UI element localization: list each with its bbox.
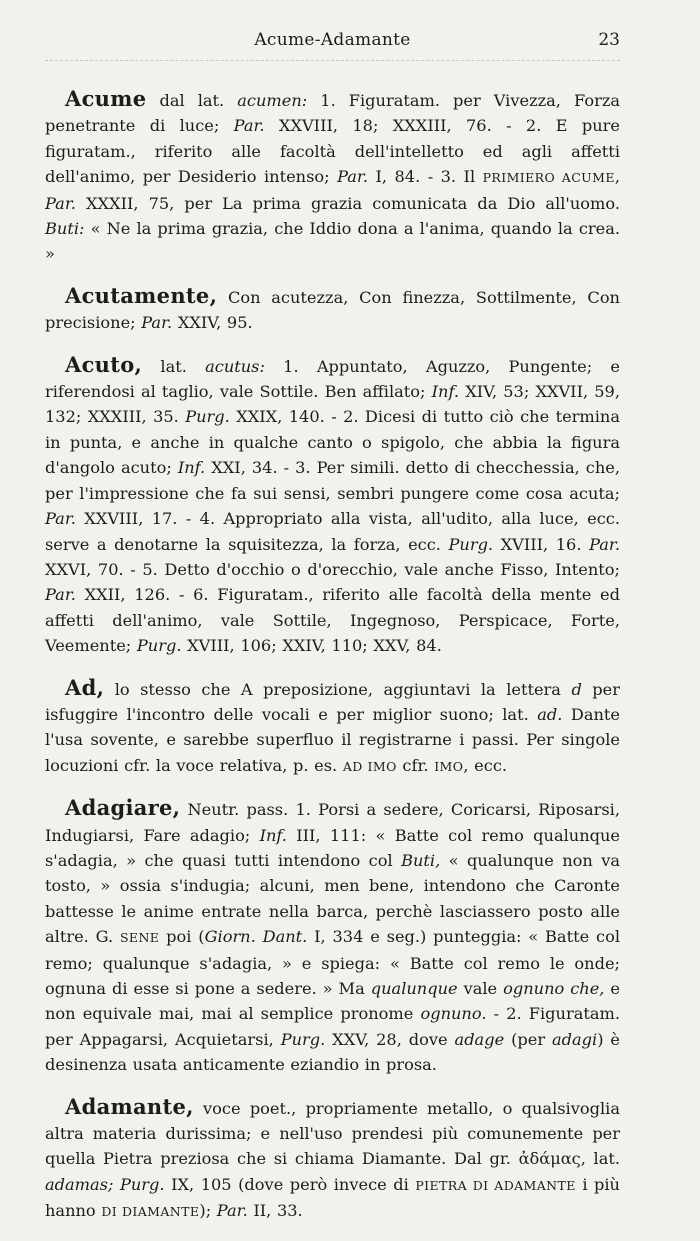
entry-text: 1. Appuntato, Aguzzo, Pungente; e riferendosi al taglio, vale Sottile. Ben affilato;	[45, 356, 620, 402]
italic-text: Inf.	[431, 382, 460, 402]
entry-text: vale	[457, 979, 504, 998]
entry-text: XXVIII, 17. - 4. Appropriato alla vista, all'udito, alla luce, ecc. serve a denotarne la squisitezza, la forza, ecc.	[45, 509, 620, 554]
dictionary-entry	[45, 1094, 620, 1225]
italic-text: Par.	[45, 193, 76, 213]
entry-text: I, 334 e seg.) punteggia: « Batte col remo; qualunque s'adagia, » e spiega: « Batte col remo le onde; ognuna di esse si pone a sedere. » Ma	[45, 927, 620, 998]
entry-text: dal lat.	[146, 91, 238, 110]
entry-text: XVIII, 106; XXIV, 110; XXV, 84.	[181, 636, 442, 656]
entry-headword: Adamante,	[65, 1093, 194, 1119]
italic-text: Inf.	[177, 458, 206, 478]
italic-text: Giorn. Dant.	[204, 927, 308, 947]
entry-text: cfr.	[396, 755, 435, 775]
entries-list	[45, 86, 620, 1225]
italic-text: Par.	[45, 509, 76, 529]
italic-text: Buti:	[45, 219, 85, 239]
italic-text: ad.	[537, 704, 563, 724]
small-caps-text: AD IMO	[342, 758, 397, 774]
italic-text: Buti,	[401, 850, 441, 870]
dictionary-page	[45, 20, 620, 1241]
entry-text: III, 111: « Batte col remo qualunque s'adagia, » che quasi tutti intendono col	[45, 825, 620, 870]
italic-text: Par.	[45, 585, 76, 605]
entry-text: I, 84. - 3. Il	[368, 167, 483, 187]
entry-text: );	[199, 1201, 217, 1221]
italic-text: adagi	[551, 1029, 598, 1049]
italic-text: acutus:	[205, 356, 265, 376]
entry-text: Neutr. pass. 1. Porsi a sedere, Coricarsi, Riposarsi, Indugiarsi, Fare adagio;	[45, 800, 620, 845]
dictionary-entry	[45, 352, 620, 659]
entry-text: « Ne la prima grazia, che Iddio dona a l'anima, quando la crea. »	[45, 219, 620, 264]
entry-text: XXII, 126. - 6. Figuratam., riferito alle facoltà della mente ed affetti dell'animo, vale Sottile, Ingegnoso, Perspicace, Forte, Veemente;	[45, 585, 620, 656]
entry-text: « qualunque non va tosto, » ossia s'indugia; alcuni, men bene, intendono che Caronte battesse le anime entrate nella barca, perchè lasciassero posto alle altre. G.	[45, 850, 621, 947]
entry-text: Con acutezza, Con finezza, Sottilmente, Con precisione;	[45, 287, 620, 333]
entry-text: lo stesso che A preposizione, aggiuntavi la lettera	[104, 679, 572, 699]
entry-text: voce poet., propriamente metallo, o qualsivoglia altra materia durissima; e nell'uso prendesi più comunemente per quella Pietra preziosa che si chiama Diamante. Dal gr. ἀδάμας, lat.	[45, 1098, 620, 1169]
running-title: Acume-Adamante	[254, 30, 411, 50]
header-rule	[45, 60, 620, 61]
italic-text: Purg.	[136, 636, 182, 656]
entry-text: lat.	[142, 356, 206, 376]
small-caps-text: PRIMIERO ACUME	[482, 170, 615, 186]
entry-text: poi (	[159, 927, 205, 947]
small-caps-text: PIETRA DI ADAMANTE	[415, 1177, 576, 1193]
running-head	[45, 20, 620, 50]
italic-text: qualunque	[370, 979, 458, 998]
entry-text: II, 33.	[247, 1201, 303, 1221]
entry-text: ) è desinenza usata anticamente eziandio in prosa.	[45, 1029, 621, 1075]
entry-text: XXIV, 95.	[172, 313, 253, 333]
italic-text: Par.	[589, 534, 620, 554]
italic-text: Par.	[141, 313, 173, 333]
dictionary-entry	[45, 86, 620, 267]
entry-text: - 2. Figuratam. per Appagarsi, Acquietarsi,	[45, 1004, 620, 1049]
dictionary-entry	[45, 283, 620, 336]
small-caps-text: IMO	[434, 758, 464, 774]
entry-text: XXVIII, 18; XXXIII, 76. - 2. E pure figuratam., riferito alle facoltà dell'intelletto ed agli affetti dell'animo, per Desiderio intenso;	[45, 116, 621, 187]
entry-text: XXVI, 70. - 5. Detto d'occhio o d'orecchio, vale anche Fisso, Intento;	[45, 559, 620, 579]
dictionary-entry	[45, 795, 620, 1077]
italic-text: Purg.	[119, 1174, 165, 1194]
italic-text: adamas;	[45, 1174, 114, 1194]
italic-text: Par.	[233, 116, 265, 136]
entry-headword: Acuto,	[65, 351, 143, 377]
italic-text: ognuno.	[420, 1004, 487, 1024]
italic-text: adage	[454, 1029, 505, 1049]
entry-text: 1. Figuratam. per Vivezza, Forza penetrante di luce;	[45, 91, 620, 136]
entry-text: i più hanno	[45, 1174, 620, 1221]
entry-headword: Ad,	[65, 674, 105, 700]
entry-headword: Acutamente,	[65, 282, 218, 308]
dictionary-entry	[45, 675, 620, 780]
entry-headword: Acume	[65, 86, 147, 111]
entry-text: XIV, 53; XXVII, 59, 132; XXXIII, 35.	[45, 382, 621, 427]
small-caps-text: SENE	[119, 930, 160, 946]
italic-text: Purg.	[185, 407, 230, 427]
entry-text: XXXII, 75, per La prima grazia comunicata da Dio all'uomo.	[75, 193, 620, 213]
entry-text: XXIX, 140. - 2. Dicesi di tutto ciò che termina in punta, e anche in qualche canto o spigolo, che abbia la figura d'angolo acuto;	[45, 407, 620, 478]
italic-text: Inf.	[259, 825, 287, 845]
entry-text: XVIII, 16.	[493, 534, 590, 554]
italic-text: Par.	[216, 1201, 248, 1221]
entry-text: (per	[504, 1029, 552, 1049]
small-caps-text: DI DIAMANTE	[101, 1204, 200, 1220]
italic-text: acumen:	[237, 91, 308, 110]
entry-headword: Adagiare,	[65, 795, 181, 821]
entry-text: per isfuggire l'incontro delle vocali e per miglior suono; lat.	[45, 679, 620, 724]
entry-text: , ecc.	[463, 755, 508, 775]
italic-text: Purg.	[448, 534, 494, 554]
italic-text: ognuno che,	[503, 979, 605, 998]
page-number: 23	[598, 30, 620, 50]
italic-text: d	[571, 679, 582, 699]
entry-text: XXI, 34. - 3. Per simili. detto di checchessia, che, per l'impressione che fa sui sensi, sembri pungere come cosa acuta;	[45, 458, 620, 503]
entry-text: Dante l'usa sovente, e sarebbe superfluo il registrarne i passi. Per singole locuzioni cfr. la voce relativa, p. es.	[45, 704, 620, 775]
entry-text: e non equivale mai, mai al semplice pronome	[45, 979, 620, 1024]
entry-text: ,	[614, 167, 620, 187]
entry-text: XXV, 28, dove	[325, 1029, 455, 1049]
italic-text: Purg.	[280, 1029, 326, 1049]
entry-text: IX, 105 (dove però invece di	[164, 1174, 416, 1194]
italic-text: Par.	[337, 167, 368, 187]
